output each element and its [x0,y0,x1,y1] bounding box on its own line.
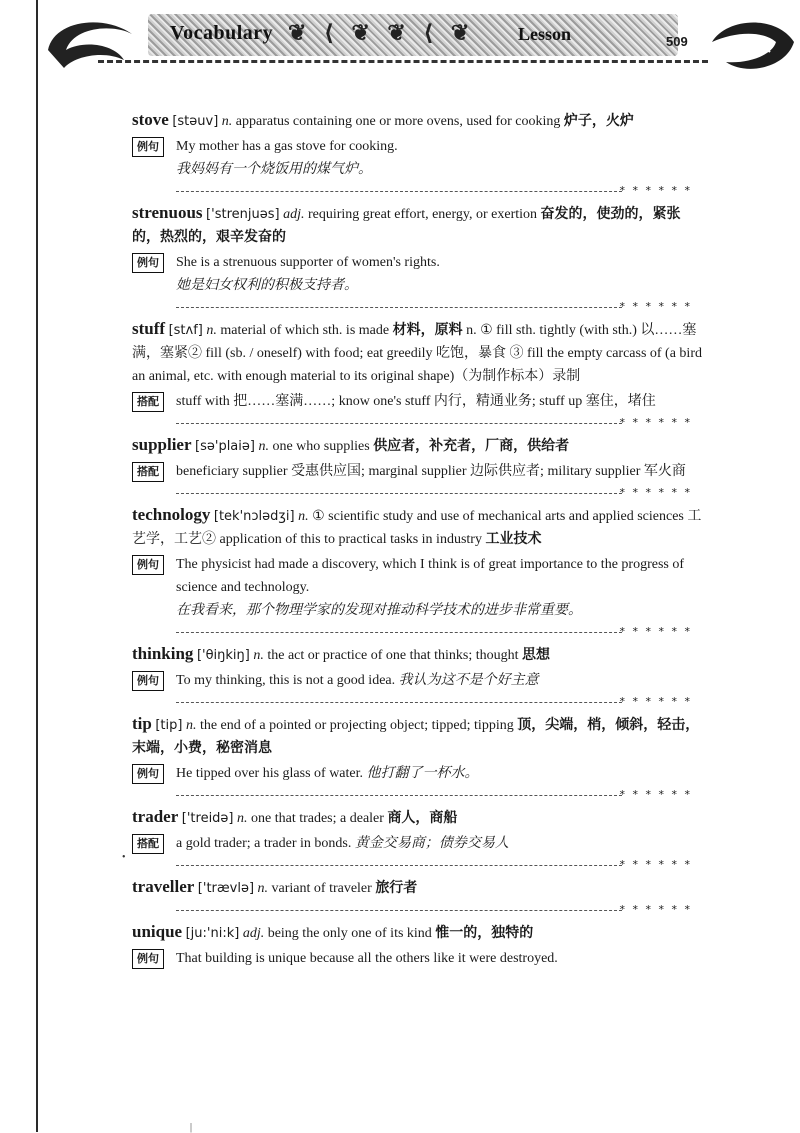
entry-traveller [132,875,702,900]
chinese-definition: 惟一的，独特的 [435,926,534,941]
phonetic: [stʌf] [168,323,203,338]
part-of-speech: adj. [242,926,265,941]
headword: supplier [132,435,192,454]
entry-separator: * * * * * * [176,185,702,197]
example-chinese: 他打翻了一杯水。 [366,766,479,781]
part-of-speech: n. [221,114,233,129]
example-english: He tipped over his glass of water. [176,766,364,781]
part-of-speech: n. [257,881,269,896]
chinese-definition: 供应者，补充者，厂商，供给者 [373,439,570,454]
definition [132,805,702,830]
headword: stuff [132,319,166,338]
collocation-row [132,460,702,483]
entry-separator: * * * * * * [176,487,702,499]
collocation-chinese: 黄金交易商；债券交易人 [354,836,509,851]
entry-separator: * * * * * * [176,626,702,638]
example-tag: 例句 [132,671,164,691]
page-binding-edge [36,0,38,1132]
vocabulary-list [132,108,702,974]
header-dashed-rule [98,60,708,63]
phonetic: [ju:'ni:k] [185,926,240,941]
phonetic: [tek'nɔlədʒi] [213,509,295,524]
chinese-definition: 思想 [522,648,550,663]
example-tag: 例句 [132,555,164,575]
part-of-speech: n. [258,439,269,454]
collocation-text: beneficiary supplier 受惠供应国; marginal supplier 边际供应者; military supplier 军火商 [176,464,686,479]
part-of-speech: n. [298,509,309,524]
example-tag: 例句 [132,137,164,157]
collocation-text: stuff with 把……塞满……; know one's stuff 内行，精通业务; stuff up 塞住，堵住 [176,394,656,409]
phonetic: ['θiŋkiŋ] [196,648,250,663]
entry-separator: * * * * * * [176,417,702,429]
chinese-definition: 工业技术 [485,532,542,547]
definition [132,433,702,458]
collocation-tag: 搭配 [132,392,164,412]
example-tag: 例句 [132,253,164,273]
example-english: That building is unique because all the others like it were destroyed. [176,951,558,966]
part-of-speech: n. [185,718,197,733]
english-definition: the end of a pointed or projecting object; tipped; tipping [199,718,514,733]
verb-senses: n. ① fill sth. tightly (with sth.) 以……塞满，塞紧② fill (sb. / oneself) with food; eat greedily 吃饱，暴食 ③ fill the empty carcass of (a bird an animal, etc. with enough material to its original shape)（为制作标本）录制 [132,323,702,384]
phonetic: [tip] [155,718,183,733]
entry-stuff [132,317,702,413]
entry-thinking [132,642,702,692]
entry-technology [132,503,702,622]
collocation-row [132,832,702,855]
header-title: Vocabulary [170,22,274,44]
definition [132,503,702,551]
phonetic: ['treidə] [181,811,234,826]
phonetic: [sə'plaiə] [195,439,255,454]
entry-separator: * * * * * * [176,696,702,708]
example-tag: 例句 [132,949,164,969]
part-of-speech: n. [206,323,217,338]
headword: trader [132,807,179,826]
definition [132,317,702,388]
part-of-speech: n. [237,811,248,826]
chinese-definition: 炉子，火炉 [563,114,634,129]
entry-stove [132,108,702,181]
collocation-tag: 搭配 [132,462,164,482]
entry-separator: * * * * * * [176,301,702,313]
chinese-definition: 商人，商船 [387,811,458,826]
example-chinese: 她是妇女权利的积极支持者。 [176,278,358,293]
example-row [132,135,702,181]
example-english: She is a strenuous supporter of women's rights. [176,255,440,270]
example-chinese: 在我看来，那个物理学家的发现对推动科学技术的进步非常重要。 [176,603,582,618]
headword: stove [132,110,169,129]
swirl-ornament-left [44,10,140,74]
scan-speck: • [122,852,126,863]
definition [132,875,702,900]
part-of-speech: adj. [283,207,305,222]
english-definition: material of which sth. is made [220,323,390,338]
english-definition: one that trades; a dealer [251,811,384,826]
phonetic: ['trævlə] [197,881,255,896]
english-definition: the act or practice of one that thinks; thought [267,648,519,663]
definition [132,642,702,667]
english-definition: being the only one of its kind [267,926,432,941]
example-chinese: 我认为这不是个好主意 [398,673,539,688]
example-chinese: 我妈妈有一个烧饭用的煤气炉。 [176,162,372,177]
entry-separator: * * * * * * [176,904,702,916]
english-definition: requiring great effort, energy, or exertion [307,207,538,222]
collocation-english: a gold trader; a trader in bonds. [176,836,352,851]
collocation-tag: 搭配 [132,834,164,854]
example-row [132,553,702,622]
entry-separator: * * * * * * [176,859,702,871]
entry-strenuous [132,201,702,297]
swirl-ornament-right [706,12,798,78]
example-tag: 例句 [132,764,164,784]
english-definition: apparatus containing one or more ovens, used for cooking [235,114,561,129]
example-english: My mother has a gas stove for cooking. [176,139,398,154]
phonetic: [stəuv] [172,114,219,129]
headword: tip [132,714,152,733]
example-row [132,762,702,785]
chinese-definition: 旅行者 [375,881,418,896]
chinese-definition: 顶，尖端，梢，倾斜，轻击，末端，小费，秘密消息 [132,718,700,756]
chinese-definition: 材料，原料 [392,323,463,338]
entry-supplier [132,433,702,483]
definition [132,201,702,249]
part-of-speech: n. [253,648,264,663]
collocation-row [132,390,702,413]
definition [132,108,702,133]
chinese-definition: 奋发的，使劲的，紧张的，热烈的，艰辛发奋的 [132,207,681,245]
english-definition: ① scientific study and use of mechanical arts and applied sciences 工艺学，工艺② application of this to practical tasks in industry [132,509,702,547]
scan-speck: | [190,1122,193,1133]
headword: thinking [132,644,194,663]
headword: technology [132,505,211,524]
example-english: To my thinking, this is not a good idea. [176,673,396,688]
definition [132,920,702,945]
page-number: 509 [666,34,688,49]
header-lesson: Lesson [518,24,572,44]
headword: traveller [132,877,195,896]
entry-tip [132,712,702,785]
example-row [132,947,702,970]
entry-unique [132,920,702,970]
headword: unique [132,922,183,941]
page-header [38,0,800,80]
example-english: The physicist had made a discovery, which I think is of great importance to the progress of science and technology. [176,557,685,595]
example-row [132,251,702,297]
headword: strenuous [132,203,203,222]
entry-separator: * * * * * * [176,789,702,801]
header-ornament: ❦ ⟨ ❦ ❦ ⟨ ❦ [288,20,476,45]
english-definition: variant of traveler [271,881,372,896]
phonetic: ['strenjuəs] [206,207,280,222]
example-row [132,669,702,692]
entry-trader [132,805,702,855]
english-definition: one who supplies [272,439,370,454]
definition [132,712,702,760]
